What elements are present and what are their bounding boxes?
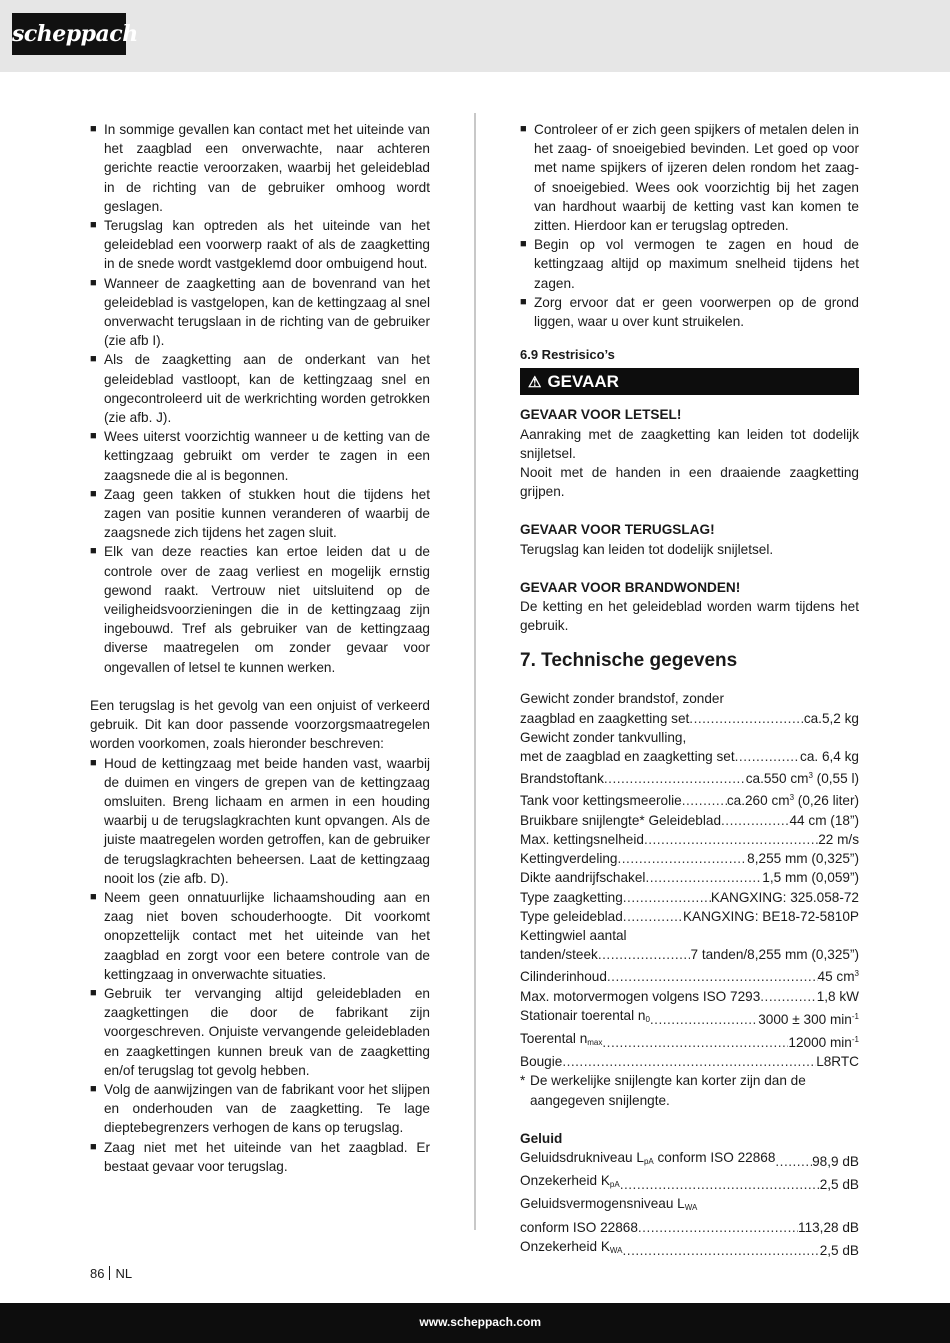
list-item: ■ Zaag niet met het uiteinde van het zaagblad. Er bestaat gevaar voor terugslag. [90, 1138, 430, 1176]
list-item: ■ Neem geen onnatuurlijke lichaamshouding aan en zaag niet boven schouderhoogte. Dit voorkomt onopzettelijk contact met het uiteinde van het zaagblad en zorgt voor een betere controle van de kettingzaag in onverwachte situaties. [90, 888, 430, 984]
language-code: NL [115, 1266, 133, 1281]
spec-row: conform ISO 22868 ..... 113,28 dB [520, 1218, 859, 1237]
section-heading-6-9: 6.9 Restrisico’s [520, 347, 615, 363]
spec-footnote: * De werkelijke snijlengte kan korter zijn dan de aangegeven snijlengte. [520, 1071, 859, 1109]
spec-row: Tank voor kettingsmeerolie ..... ca.260 $cm^3$ (0,26 liter) [520, 788, 859, 810]
danger-label: GEVAAR [547, 372, 619, 392]
noise-title: Geluid [520, 1130, 563, 1146]
spec-row: Toerental $n_{max}$ ..... 12000 $\min^{-1}$ [520, 1029, 859, 1052]
list-item: ■ Volg de aanwijzingen van de fabrikant voor het slijpen en onderhouden van de zaagketting. Te lage dieptebegrenzers verhogen de kans op terugslag. [90, 1080, 430, 1138]
list-item: ■ Begin op vol vermogen te zagen en houd de kettingzaag altijd op maximum snelheid tijdens het zagen. [520, 235, 859, 293]
warning-title: GEVAAR VOOR LETSEL! [520, 407, 682, 423]
warning-text: Terugslag kan leiden tot dodelijk snijletsel. [520, 541, 774, 557]
left-column [90, 120, 430, 1176]
warning-title: GEVAAR VOOR TERUGSLAG! [520, 522, 715, 538]
spec-row: Stationair toerental $n_0$ ..... 3000 ± 300 $\min^{-1}$ [520, 1006, 859, 1029]
spec-label: Geluidsvermogensniveau $L_{WA}$ [520, 1196, 698, 1213]
spec-row: Dikte aandrijfschakel ..... 1,5 mm (0,059”) [520, 868, 859, 887]
list-item: ■ Gebruik ter vervanging altijd geleidebladen en zaagkettingen die door de fabrikant zijn voorgeschreven. Onjuiste vervangende geleidebladen en zaagkettingen kunnen breuk van de zaagketting en/of terugslag tot gevolg hebben. [90, 984, 430, 1080]
section-heading-7: 7. Technische gegevens [520, 650, 738, 672]
spec-row: tanden/steek ..... 7 tanden/8,255 mm (0,325”) [520, 945, 859, 964]
spec-row: Type geleideblad ..... KANGXING: BE18-72-5810P [520, 907, 859, 926]
list-item: ■ Controleer of er zich geen spijkers of metalen delen in het zaag- of snoeigebied bevinden. Let goed op voor met name spijkers of ijzeren delen rondom het zaag- of snoeigebied. Wees ook voorzichtig bij het zagen van hardhout waarbij de ketting vast kan komen te zitten. Hierdoor kan er terugslag optreden. [520, 120, 859, 235]
spec-row: Onzekerheid $K_{pA}$ ..... 2,5 dB [520, 1171, 859, 1194]
warning-text: De ketting en het geleideblad worden warm tijdens het gebruik. [520, 599, 859, 634]
spec-row: Kettingverdeling ..... 8,255 mm (0,325”) [520, 849, 859, 868]
spec-row: met de zaagblad en zaagketting set ..... ca. 6,4 kg [520, 747, 859, 766]
column-divider [474, 113, 476, 1230]
spec-row: Max. motorvermogen volgens ISO 7293 ..... 1,8 kW [520, 987, 859, 1006]
warning-title: GEVAAR VOOR BRANDWONDEN! [520, 579, 741, 595]
spec-row: Max. kettingsnelheid ..... 22 m/s [520, 830, 859, 849]
spec-label: Gewicht zonder brandstof, zonder [520, 691, 725, 707]
spec-label: Gewicht zonder tankvulling, [520, 729, 687, 745]
list-item: ■ Als de zaagketting aan de onderkant van het geleideblad vastloopt, kan de kettingzaag snel en ongecontroleerd uit de werkrichting worden getrokken (zie afb. J). [90, 350, 430, 427]
header-bar [0, 0, 950, 72]
page-number: 86 NL [90, 1266, 133, 1281]
spec-row: Brandstoftank ..... ca.550 $cm^3$ (0,55 l) [520, 766, 859, 788]
scheppach-logo: scheppach [12, 13, 126, 55]
spec-row: Bruikbare snijlengte* Geleideblad ..... 44 cm (18”) [520, 811, 859, 830]
spec-label: Kettingwiel aantal [520, 927, 627, 943]
list-item: ■ Wanneer de zaagketting aan de bovenrand van het geleideblad is vastgelopen, kan de kettingzaag al snel onverwacht terugslaan in de richting van de gebruiker (zie afb I). [90, 274, 430, 351]
list-item: ■ Houd de kettingzaag met beide handen vast, waarbij de duimen en vingers de grepen van de kettingzaag omsluiten. Breng lichaam en armen in een houding waarbij u de terugslagkrachten kunt opvangen. Als de juiste maatregelen worden getroffen, kan de gebruiker de terugslagkrachten beheersen. Laat de kettingzaag nooit los (zie afb. D). [90, 754, 430, 888]
list-item: ■ Zorg ervoor dat er geen voorwerpen op de grond liggen, waar u over kunt struikelen. [520, 293, 859, 331]
kickback-paragraph: Een terugslag is het gevolg van een onjuist of verkeerd gebruik. Dit kan door passende voorzorgsmaatregelen worden voorkomen, zoals hieronder beschreven: [90, 697, 430, 752]
footer-bar [0, 1303, 950, 1343]
spec-row: Geluidsdrukniveau $L_{pA}$ conform ISO 22868 ..... 98,9 dB [520, 1148, 859, 1171]
list-item: ■ Zaag geen takken of stukken hout die tijdens het zagen van positie kunnen veranderen of waarbij de zaagsnede zich tijdens het zagen sluit. [90, 485, 430, 543]
list-item: ■ Elk van deze reacties kan ertoe leiden dat u de controle over de zaag verliest en mogelijk ernstig gewond raakt. Vertrouw niet uitsluitend op de veiligheidsvoorzieningen die in de kettingzaag zijn ingebouwd. Tref als gebruiker van de kettingzaag diverse maatregelen om zonder gevaar voor ongevallen of letsel te kunnen werken. [90, 542, 430, 676]
warning-text: Nooit met de handen in een draaiende zaagketting grijpen. [520, 465, 859, 500]
website-link[interactable]: www.scheppach.com [419, 1315, 541, 1329]
danger-banner [520, 368, 859, 395]
list-item: ■ Terugslag kan optreden als het uiteinde van het geleideblad een voorwerp raakt of als de zaagketting in de snede wordt vastgeklemd door ombuigend hout. [90, 216, 430, 274]
spec-row: Type zaagketting ..... KANGXING: 325.058-72 [520, 888, 859, 907]
list-item: ■ In sommige gevallen kan contact met het uiteinde van het zaagblad een onverwachte, naar achteren gerichte reactie veroorzaken, waarbij het geleideblad in de richting van de gebruiker omhoog wordt geslagen. [90, 120, 430, 216]
warning-text: Aanraking met de zaagketting kan leiden tot dodelijk snijletsel. [520, 426, 859, 461]
spec-row: Bougie ..... L8RTC [520, 1052, 859, 1071]
spec-row: Cilinderinhoud ..... 45 $cm^3$ [520, 964, 859, 986]
right-column [520, 120, 859, 1260]
warning-triangle-icon: ⚠ [528, 374, 542, 392]
spec-row: zaagblad en zaagketting set ..... ca.5,2 kg [520, 709, 859, 728]
list-item: ■ Wees uiterst voorzichtig wanneer u de ketting van de kettingzaag gebruikt om verder te zagen in een zaagsnede die al is begonnen. [90, 427, 430, 485]
spec-row: Onzekerheid $K_{WA}$ ..... 2,5 dB [520, 1237, 859, 1260]
